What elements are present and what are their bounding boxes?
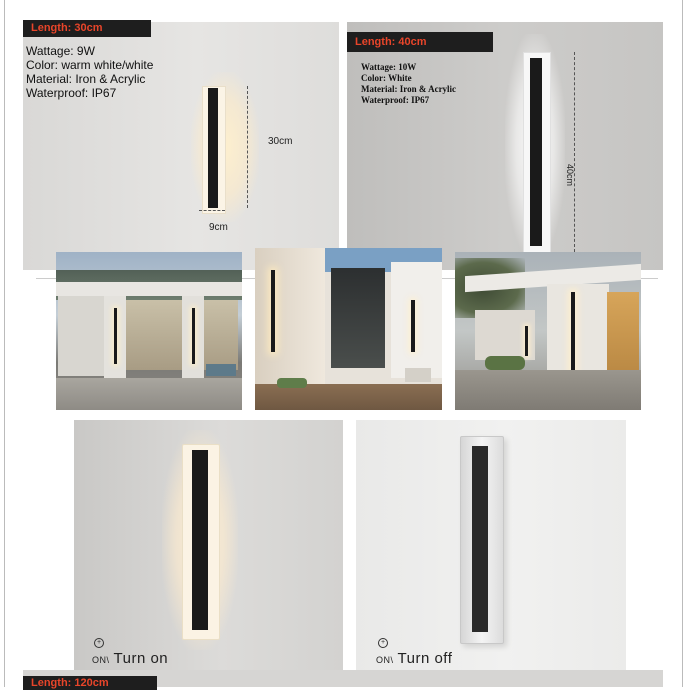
spec-color: Color: White bbox=[361, 73, 412, 83]
scene-photo-porch bbox=[455, 252, 641, 410]
lamp-on-pillar-right bbox=[192, 308, 195, 364]
lamp-on-right-wall bbox=[411, 300, 415, 352]
lamp-on-pillar-left bbox=[114, 308, 117, 364]
spec-material: Material: Iron & Acrylic bbox=[26, 72, 146, 86]
roof-slab bbox=[56, 282, 242, 296]
width-dimension-line bbox=[199, 210, 225, 211]
power-icon: + bbox=[94, 638, 104, 648]
chair bbox=[405, 368, 431, 382]
lamp-body bbox=[530, 58, 542, 246]
wall-left bbox=[58, 296, 106, 376]
planter bbox=[277, 378, 307, 388]
lamp-body bbox=[208, 88, 218, 208]
spec-material: Material: Iron & Acrylic bbox=[361, 84, 457, 94]
sofa bbox=[206, 364, 236, 376]
height-dimension-line bbox=[574, 52, 575, 252]
switch-symbol: ON\ bbox=[376, 655, 394, 665]
lamp-on-porch-wall bbox=[571, 292, 575, 376]
driveway bbox=[455, 370, 641, 410]
length-tag-120cm: Length: 120cm bbox=[23, 676, 157, 690]
frame-left-line bbox=[4, 0, 5, 687]
power-icon: + bbox=[378, 638, 388, 648]
turn-off-caption bbox=[376, 650, 452, 667]
specs-30cm bbox=[26, 44, 153, 100]
lamp-on-left-wall bbox=[271, 270, 275, 352]
frame-right-line bbox=[682, 0, 683, 687]
height-dimension-line bbox=[247, 86, 248, 208]
spec-wattage: Wattage: 9W bbox=[26, 44, 95, 58]
lamp-on-house bbox=[525, 326, 528, 356]
product-panel-40cm bbox=[347, 22, 663, 270]
lamp-body bbox=[472, 446, 488, 632]
glass-facade bbox=[331, 268, 385, 368]
left-wall bbox=[255, 248, 325, 388]
spec-waterproof: Waterproof: IP67 bbox=[26, 86, 117, 100]
turn-on-caption bbox=[92, 650, 168, 667]
scene-photo-house bbox=[56, 252, 242, 410]
scene-photo-entrance bbox=[255, 248, 442, 410]
lamp-body bbox=[192, 450, 208, 630]
height-label: 40cm bbox=[565, 164, 575, 187]
spec-waterproof: Waterproof: IP67 bbox=[361, 95, 430, 105]
turn-off-label: Turn off bbox=[397, 650, 453, 667]
spec-color: Color: warm white/white bbox=[26, 58, 154, 72]
specs-40cm bbox=[361, 62, 456, 106]
width-label: 9cm bbox=[209, 222, 228, 233]
length-tag-40cm: Length: 40cm bbox=[347, 32, 493, 52]
state-panel-on bbox=[74, 420, 343, 678]
length-tag-30cm: Length: 30cm bbox=[23, 20, 151, 37]
spec-wattage: Wattage: 10W bbox=[361, 62, 417, 72]
state-panel-off bbox=[356, 420, 626, 678]
turn-on-label: Turn on bbox=[113, 650, 169, 667]
shrub bbox=[485, 356, 525, 370]
window-warm bbox=[607, 292, 639, 376]
height-label: 30cm bbox=[268, 136, 293, 147]
right-wall bbox=[391, 262, 442, 378]
switch-symbol: ON\ bbox=[92, 655, 110, 665]
patio-floor bbox=[56, 378, 242, 410]
